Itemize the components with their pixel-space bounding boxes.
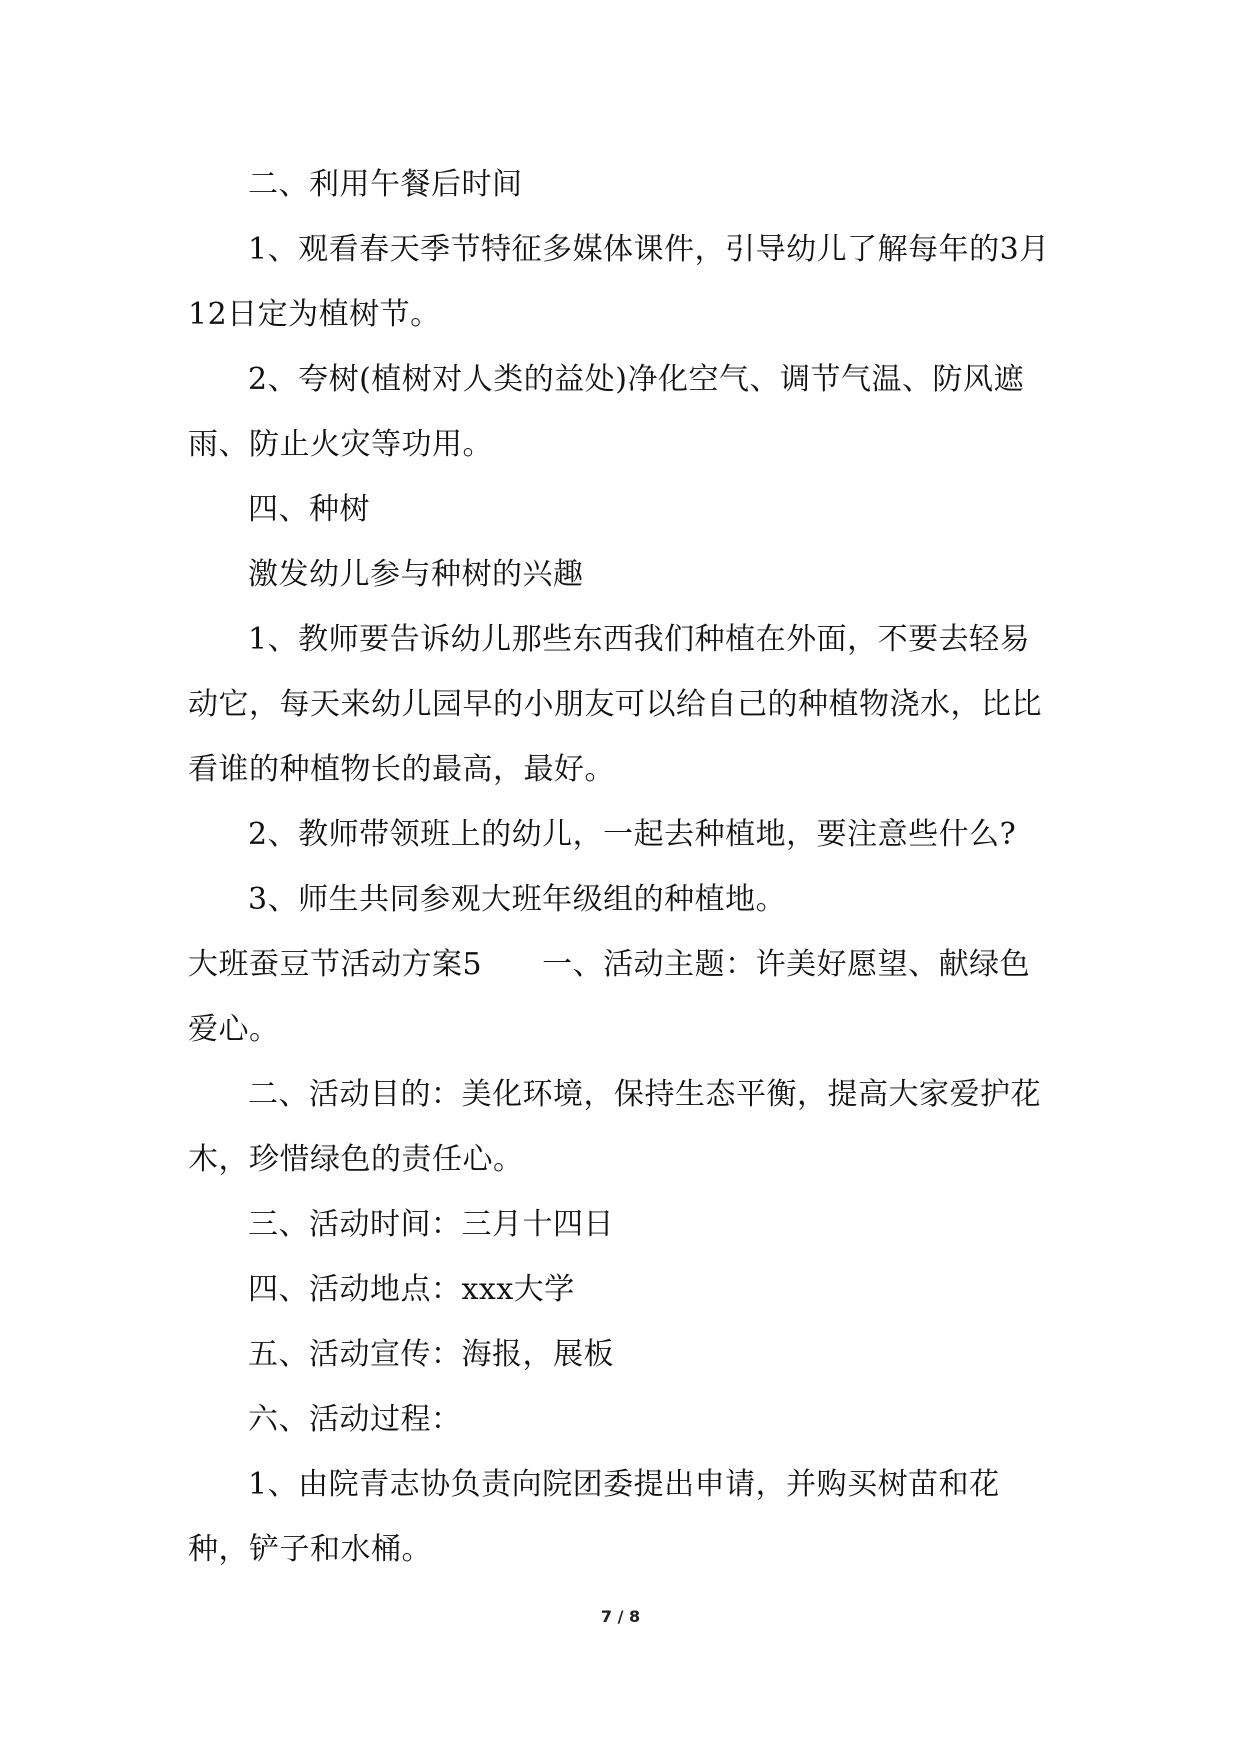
paragraph: 2、夸树(植树对人类的益处)净化空气、调节气温、防风遮雨、防止火灾等功用。 — [188, 362, 1024, 462]
paragraph: 3、师生共同参观大班年级组的种植地。 — [248, 882, 787, 917]
paragraph: 四、活动地点：xxx大学 — [248, 1272, 575, 1307]
paragraph: 二、活动目的：美化环境，保持生态平衡，提高大家爱护花木，珍惜绿色的责任心。 — [188, 1077, 1041, 1177]
paragraph: 1、观看春天季节特征多媒体课件，引导幼儿了解每年的3月12日定为植树节。 — [188, 232, 1050, 332]
section-first-line: 一、活动主题：许美好愿望、献绿色爱心。 — [188, 947, 1031, 1047]
section-heading-paragraph — [188, 932, 1058, 1062]
paragraph: 激发幼儿参与种树的兴趣 — [248, 557, 584, 592]
page-number: 7 / 8 — [600, 1607, 641, 1626]
paragraph: 二、利用午餐后时间 — [248, 167, 523, 202]
paragraph: 四、种树 — [248, 492, 370, 527]
document-body — [188, 152, 1058, 1582]
paragraph: 1、教师要告诉幼儿那些东西我们种植在外面，不要去轻易动它，每天来幼儿园早的小朋友可以给自己的种植物浇水，比比看谁的种植物长的最高，最好。 — [188, 622, 1042, 787]
section-title: 大班蚕豆节活动方案5 — [188, 947, 483, 982]
paragraph: 2、教师带领班上的幼儿，一起去种植地，要注意些什么? — [248, 817, 1017, 852]
paragraph: 五、活动宣传：海报，展板 — [248, 1337, 614, 1372]
paragraph: 三、活动时间：三月十四日 — [248, 1207, 614, 1242]
paragraph: 六、活动过程： — [248, 1402, 462, 1437]
paragraph: 1、由院青志协负责向院团委提出申请，并购买树苗和花种，铲子和水桶。 — [188, 1467, 1000, 1567]
